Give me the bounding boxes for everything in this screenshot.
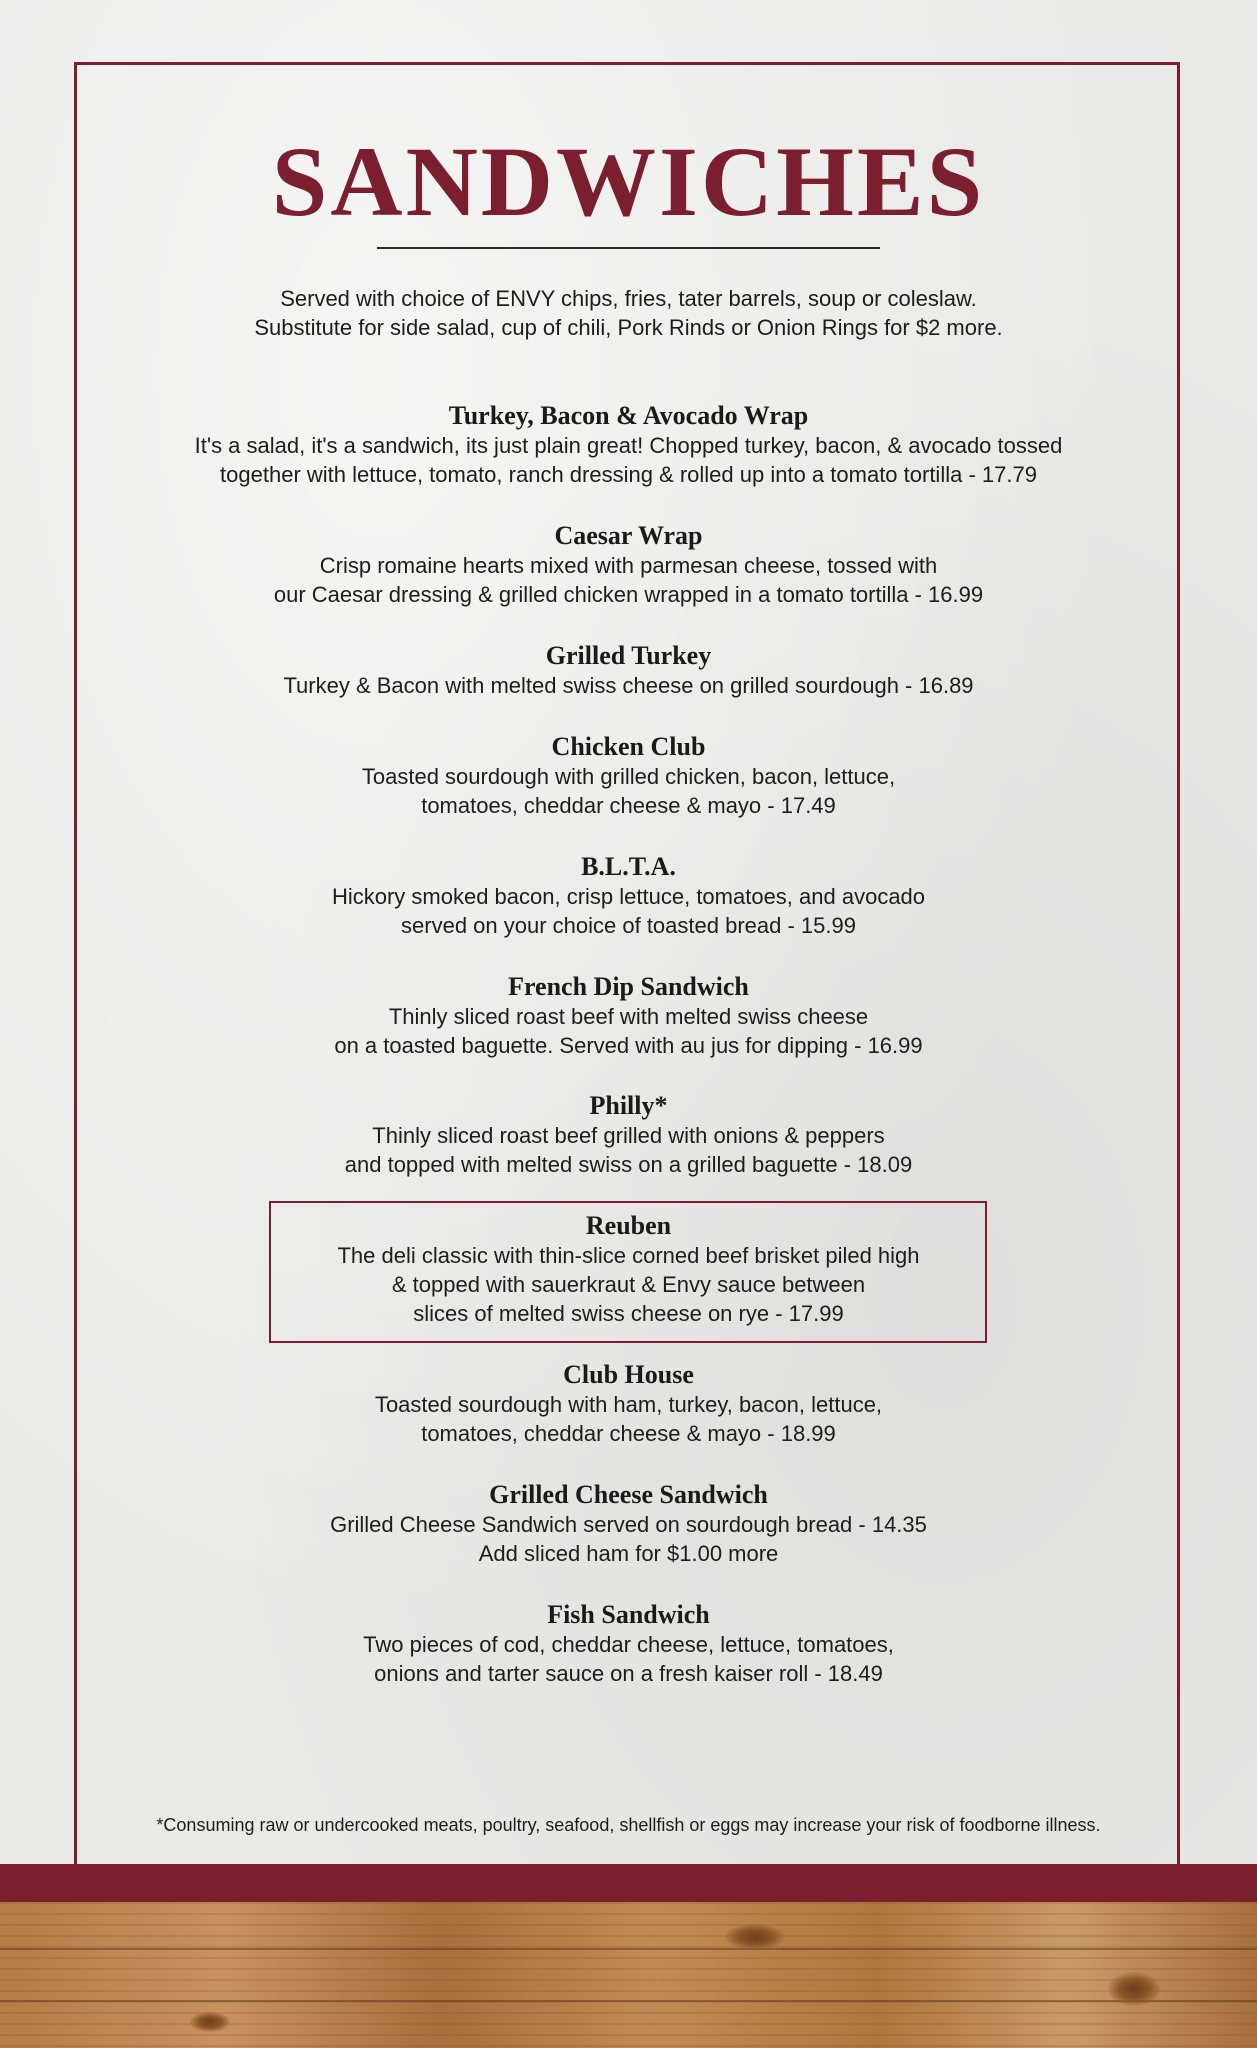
item-description-line: served on your choice of toasted bread - 15.99 [401,913,856,938]
item-description-line: Turkey & Bacon with melted swiss cheese on grilled sourdough - 16.89 [283,673,974,698]
item-description-line: our Caesar dressing & grilled chicken wrapped in a tomato tortilla - 16.99 [273,582,984,607]
item-name: Grilled Turkey [545,641,712,670]
item-description-line: Grilled Cheese Sandwich served on sourdough bread - 14.35 [330,1512,927,1537]
item-name: Reuben [585,1211,672,1240]
item-description-line: together with lettuce, tomato, ranch dressing & rolled up into a tomato tortilla - 17.79 [220,462,1037,487]
item-description-line: onions and tarter sauce on a fresh kaiser roll - 18.49 [374,1661,883,1686]
intro-line: Served with choice of ENVY chips, fries, tater barrels, soup or coleslaw. [280,286,977,311]
item-name: Grilled Cheese Sandwich [489,1480,768,1509]
item-description [0,1241,1257,1328]
item-description-line: and topped with melted swiss on a grilled baguette - 18.09 [344,1152,913,1177]
menu-item-philly [0,1091,1257,1179]
item-name: Turkey, Bacon & Avocado Wrap [448,401,809,430]
menu-item-turkey-bacon-avocado-wrap [0,401,1257,489]
burgundy-band [0,1864,1257,1902]
item-description-line: Two pieces of cod, cheddar cheese, lettuce, tomatoes, [363,1632,894,1657]
intro-text [0,284,1257,342]
item-description-line: & topped with sauerkraut & Envy sauce between [391,1272,866,1297]
item-name: French Dip Sandwich [508,972,749,1001]
item-description [0,1510,1257,1568]
item-description-line: tomatoes, cheddar cheese & mayo - 17.49 [421,793,836,818]
item-description-line: tomatoes, cheddar cheese & mayo - 18.99 [421,1421,836,1446]
item-description-line: It's a salad, it's a sandwich, its just plain great! Chopped turkey, bacon, & avocado tossed [194,433,1063,458]
item-name: Chicken Club [551,732,706,761]
item-description [0,431,1257,489]
item-description-line: Thinly sliced roast beef with melted swiss cheese [388,1004,869,1029]
wood-knot [1108,1972,1160,2006]
food-safety-disclaimer: *Consuming raw or undercooked meats, poultry, seafood, shellfish or eggs may increase your risk of foodborne illness. [156,1815,1101,1835]
item-description [0,762,1257,820]
item-description-line: on a toasted baguette. Served with au jus for dipping - 16.99 [334,1033,923,1058]
menu-item-club-house [0,1360,1257,1448]
item-description [0,1390,1257,1448]
menu-item-reuben [0,1211,1257,1328]
menu-item-blta [0,852,1257,940]
item-description-line: Hickory smoked bacon, crisp lettuce, tomatoes, and avocado [331,884,926,909]
item-name: Club House [563,1360,694,1389]
item-description [0,1630,1257,1688]
item-description-line: Crisp romaine hearts mixed with parmesan cheese, tossed with [319,553,938,578]
title-underline [377,247,880,249]
menu-item-caesar-wrap [0,521,1257,609]
item-description-line: Thinly sliced roast beef grilled with onions & peppers [372,1123,885,1148]
wood-knot [725,1924,785,1950]
item-description [0,671,1257,700]
item-description [0,882,1257,940]
item-description-line: Toasted sourdough with grilled chicken, bacon, lettuce, [361,764,896,789]
item-description [0,1121,1257,1179]
item-name: B.L.T.A. [581,852,676,881]
item-description-line: Add sliced ham for $1.00 more [478,1541,779,1566]
menu-title: SANDWICHES [271,126,986,237]
wood-knot [190,2012,230,2032]
intro-line: Substitute for side salad, cup of chili, Pork Rinds or Onion Rings for $2 more. [254,315,1003,340]
menu-item-chicken-club [0,732,1257,820]
item-description-line: slices of melted swiss cheese on rye - 17.99 [413,1301,844,1326]
item-name: Caesar Wrap [554,521,703,550]
menu-item-grilled-cheese [0,1480,1257,1568]
item-name: Philly* [589,1091,668,1120]
wood-seam [0,2000,1257,2002]
item-description [0,551,1257,609]
wood-plank-footer [0,1902,1257,2048]
menu-item-french-dip [0,972,1257,1060]
item-description-line: Toasted sourdough with ham, turkey, bacon, lettuce, [374,1392,883,1417]
menu-item-grilled-turkey [0,641,1257,700]
item-description-line: The deli classic with thin-slice corned beef brisket piled high [337,1243,920,1268]
wood-seam [0,1948,1257,1950]
item-name: Fish Sandwich [547,1600,710,1629]
item-description [0,1002,1257,1060]
menu-item-fish-sandwich [0,1600,1257,1688]
